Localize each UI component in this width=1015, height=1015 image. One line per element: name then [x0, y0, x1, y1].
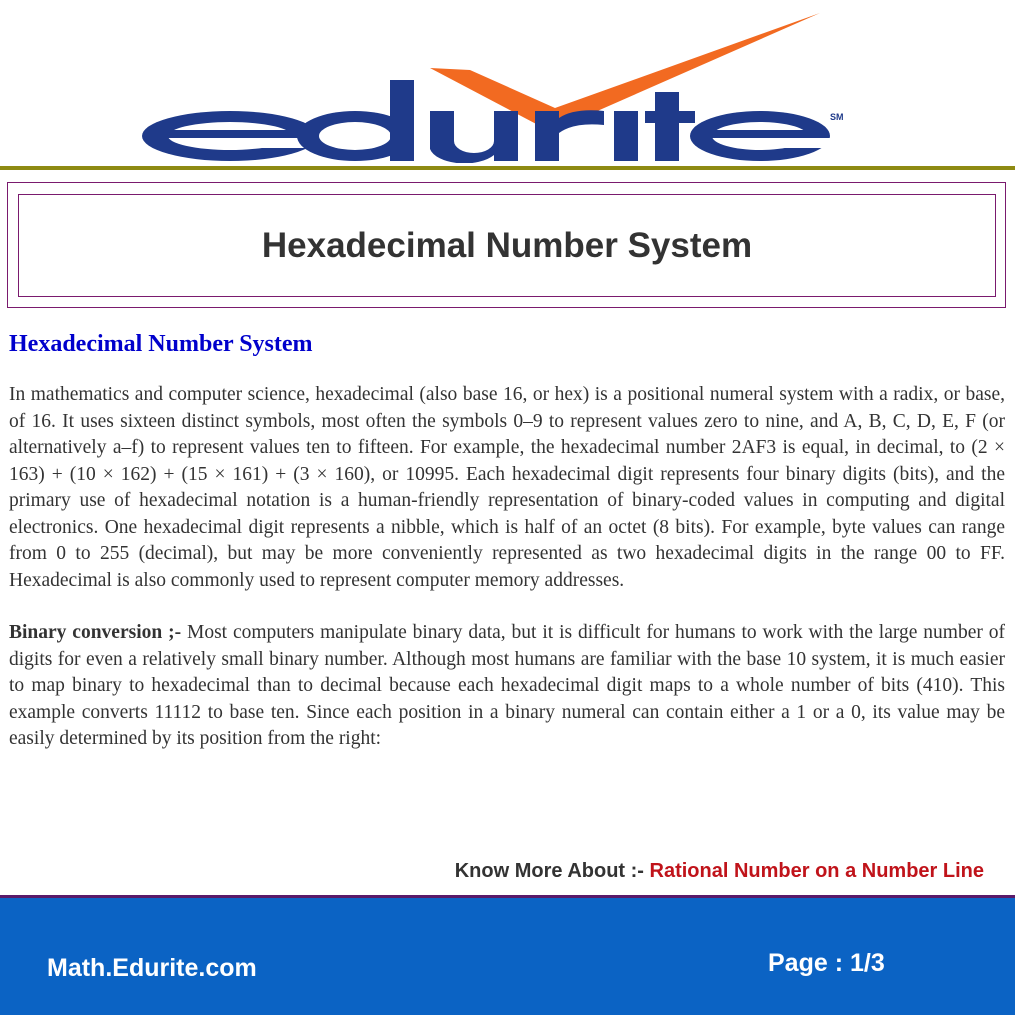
edurite-logo-image — [140, 8, 855, 163]
title-banner — [18, 194, 996, 297]
page-title: Hexadecimal Number System — [261, 225, 753, 265]
article-heading: Hexadecimal Number System — [9, 331, 313, 357]
article-paragraph: In mathematics and computer science, hexadecimal (also base 16, or hex) is a positional numeral system with a radix, or base, of 16. It uses sixteen distinct symbols, most often the symbols 0–9 to represent values zero to nine, and A, B, C, D, E, F (or alternatively a–f) to represent values ten to fifteen. For example, the hexadecimal number 2AF3 is equal, in decimal, to (2 × 163) + (10 × 162) + (15 × 161) + (3 × 160), or 10995. Each hexadecimal digit represents four binary digits (bits), and the primary use of hexadecimal notation is a human-friendly representation of binary-coded values in computing and digital electronics. One hexadecimal digit represents a nibble, which is half of an octet (8 bits). For example, byte values can range from 0 to 255 (decimal), but may be more conveniently represented as two hexadecimal digits in the range 00 to FF. Hexadecimal is also commonly used to represent computer memory addresses. — [9, 384, 1005, 591]
article-body — [9, 328, 1005, 779]
know-more-link[interactable]: Rational Number on a Number Line — [649, 860, 984, 882]
footer — [0, 895, 1015, 1015]
page-indicator: Page : 1/3 — [768, 949, 885, 977]
binary-conversion-label: Binary conversion ;- — [9, 622, 182, 643]
edurite-logo — [140, 8, 855, 163]
know-more-label: Know More About :- — [454, 860, 650, 882]
header-divider — [0, 166, 1015, 170]
binary-conversion-text: Most computers manipulate binary data, but it is difficult for humans to work with the large number of digits for even a relatively small binary number. Although most humans are familiar with the base 10 system, it is much easier to map binary to hexadecimal than to decimal because each hexadecimal digit maps to a whole number of bits (410). This example converts 11112 to base ten. Since each position in a binary numeral can contain either a 1 or a 0, its value may be easily determined by its position from the right: — [9, 622, 1005, 749]
service-mark: SM — [830, 112, 844, 122]
footer-site-link[interactable]: Math.Edurite.com — [47, 954, 257, 982]
binary-conversion-paragraph — [9, 620, 1005, 753]
know-more — [455, 860, 984, 883]
